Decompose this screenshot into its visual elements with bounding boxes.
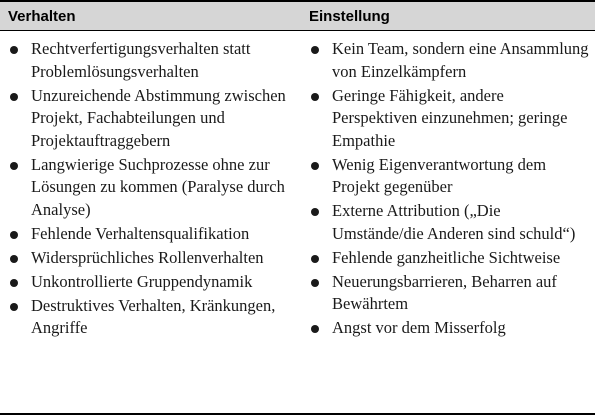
header-verhalten: Verhalten <box>8 8 76 25</box>
bullet-icon <box>311 279 319 287</box>
einstellung-list <box>309 38 591 341</box>
list-item-text: Fehlende ganzheitliche Sichtweise <box>332 247 561 267</box>
list-item-text: Externe Attribution („Die Umstände/die Anderen sind schuld“) <box>332 201 576 243</box>
bullet-icon <box>311 162 319 170</box>
list-item-text: Unkontrollierte Gruppendynamik <box>31 271 253 291</box>
list-item <box>8 38 298 83</box>
bullet-icon <box>10 231 18 239</box>
list-item-text: Geringe Fähigkeit, andere Perspektiven einzunehmen; geringe Empathie <box>332 85 568 150</box>
bullet-icon <box>311 93 319 101</box>
list-item <box>309 271 591 316</box>
list-item <box>309 200 591 245</box>
bullet-icon <box>10 279 18 287</box>
list-item-text: Wenig Eigenverantwortung dem Projekt gegenüber <box>332 154 547 196</box>
list-item-text: Kein Team, sondern eine Ansammlung von Einzelkämpfern <box>332 39 589 81</box>
bullet-icon <box>10 93 18 101</box>
list-item <box>8 271 298 294</box>
list-item-text: Angst vor dem Misserfolg <box>332 318 506 337</box>
bullet-icon <box>311 46 319 54</box>
header-einstellung: Einstellung <box>309 8 390 25</box>
list-item-text: Widersprüchliches Rollenverhalten <box>31 247 264 267</box>
list-item-text: Destruktives Verhalten, Kränkungen, Angriffe <box>31 295 276 337</box>
list-item <box>309 154 591 199</box>
bullet-icon <box>311 325 319 333</box>
bullet-icon <box>311 255 319 263</box>
table-header-row <box>0 0 595 31</box>
bullet-icon <box>311 208 319 216</box>
bullet-icon <box>10 162 18 170</box>
list-item <box>309 317 591 340</box>
bullet-icon <box>10 46 18 54</box>
list-item-text: Unzureichende Abstimmung zwischen Projekt, Fachabteilungen und Projektauftraggebern <box>31 85 286 150</box>
list-item-text: Langwierige Suchprozesse ohne zur Lösungen zu kommen (Paralyse durch Analyse) <box>31 154 285 219</box>
verhalten-list <box>8 38 298 341</box>
list-item <box>8 247 298 270</box>
list-item <box>309 85 591 153</box>
list-item-text: Rechtverfertigungsverhalten statt Problemlösungsverhalten <box>31 39 251 81</box>
list-item <box>8 295 298 340</box>
list-item <box>8 223 298 246</box>
list-item <box>309 38 591 83</box>
bullet-icon <box>10 303 18 311</box>
list-item-text: Fehlende Verhaltensqualifikation <box>31 223 250 243</box>
list-item <box>309 247 591 270</box>
list-item <box>8 85 298 153</box>
list-item <box>8 154 298 222</box>
bullet-icon <box>10 255 18 263</box>
list-item-text: Neuerungsbarrieren, Beharren auf Bewährtem <box>332 271 557 313</box>
